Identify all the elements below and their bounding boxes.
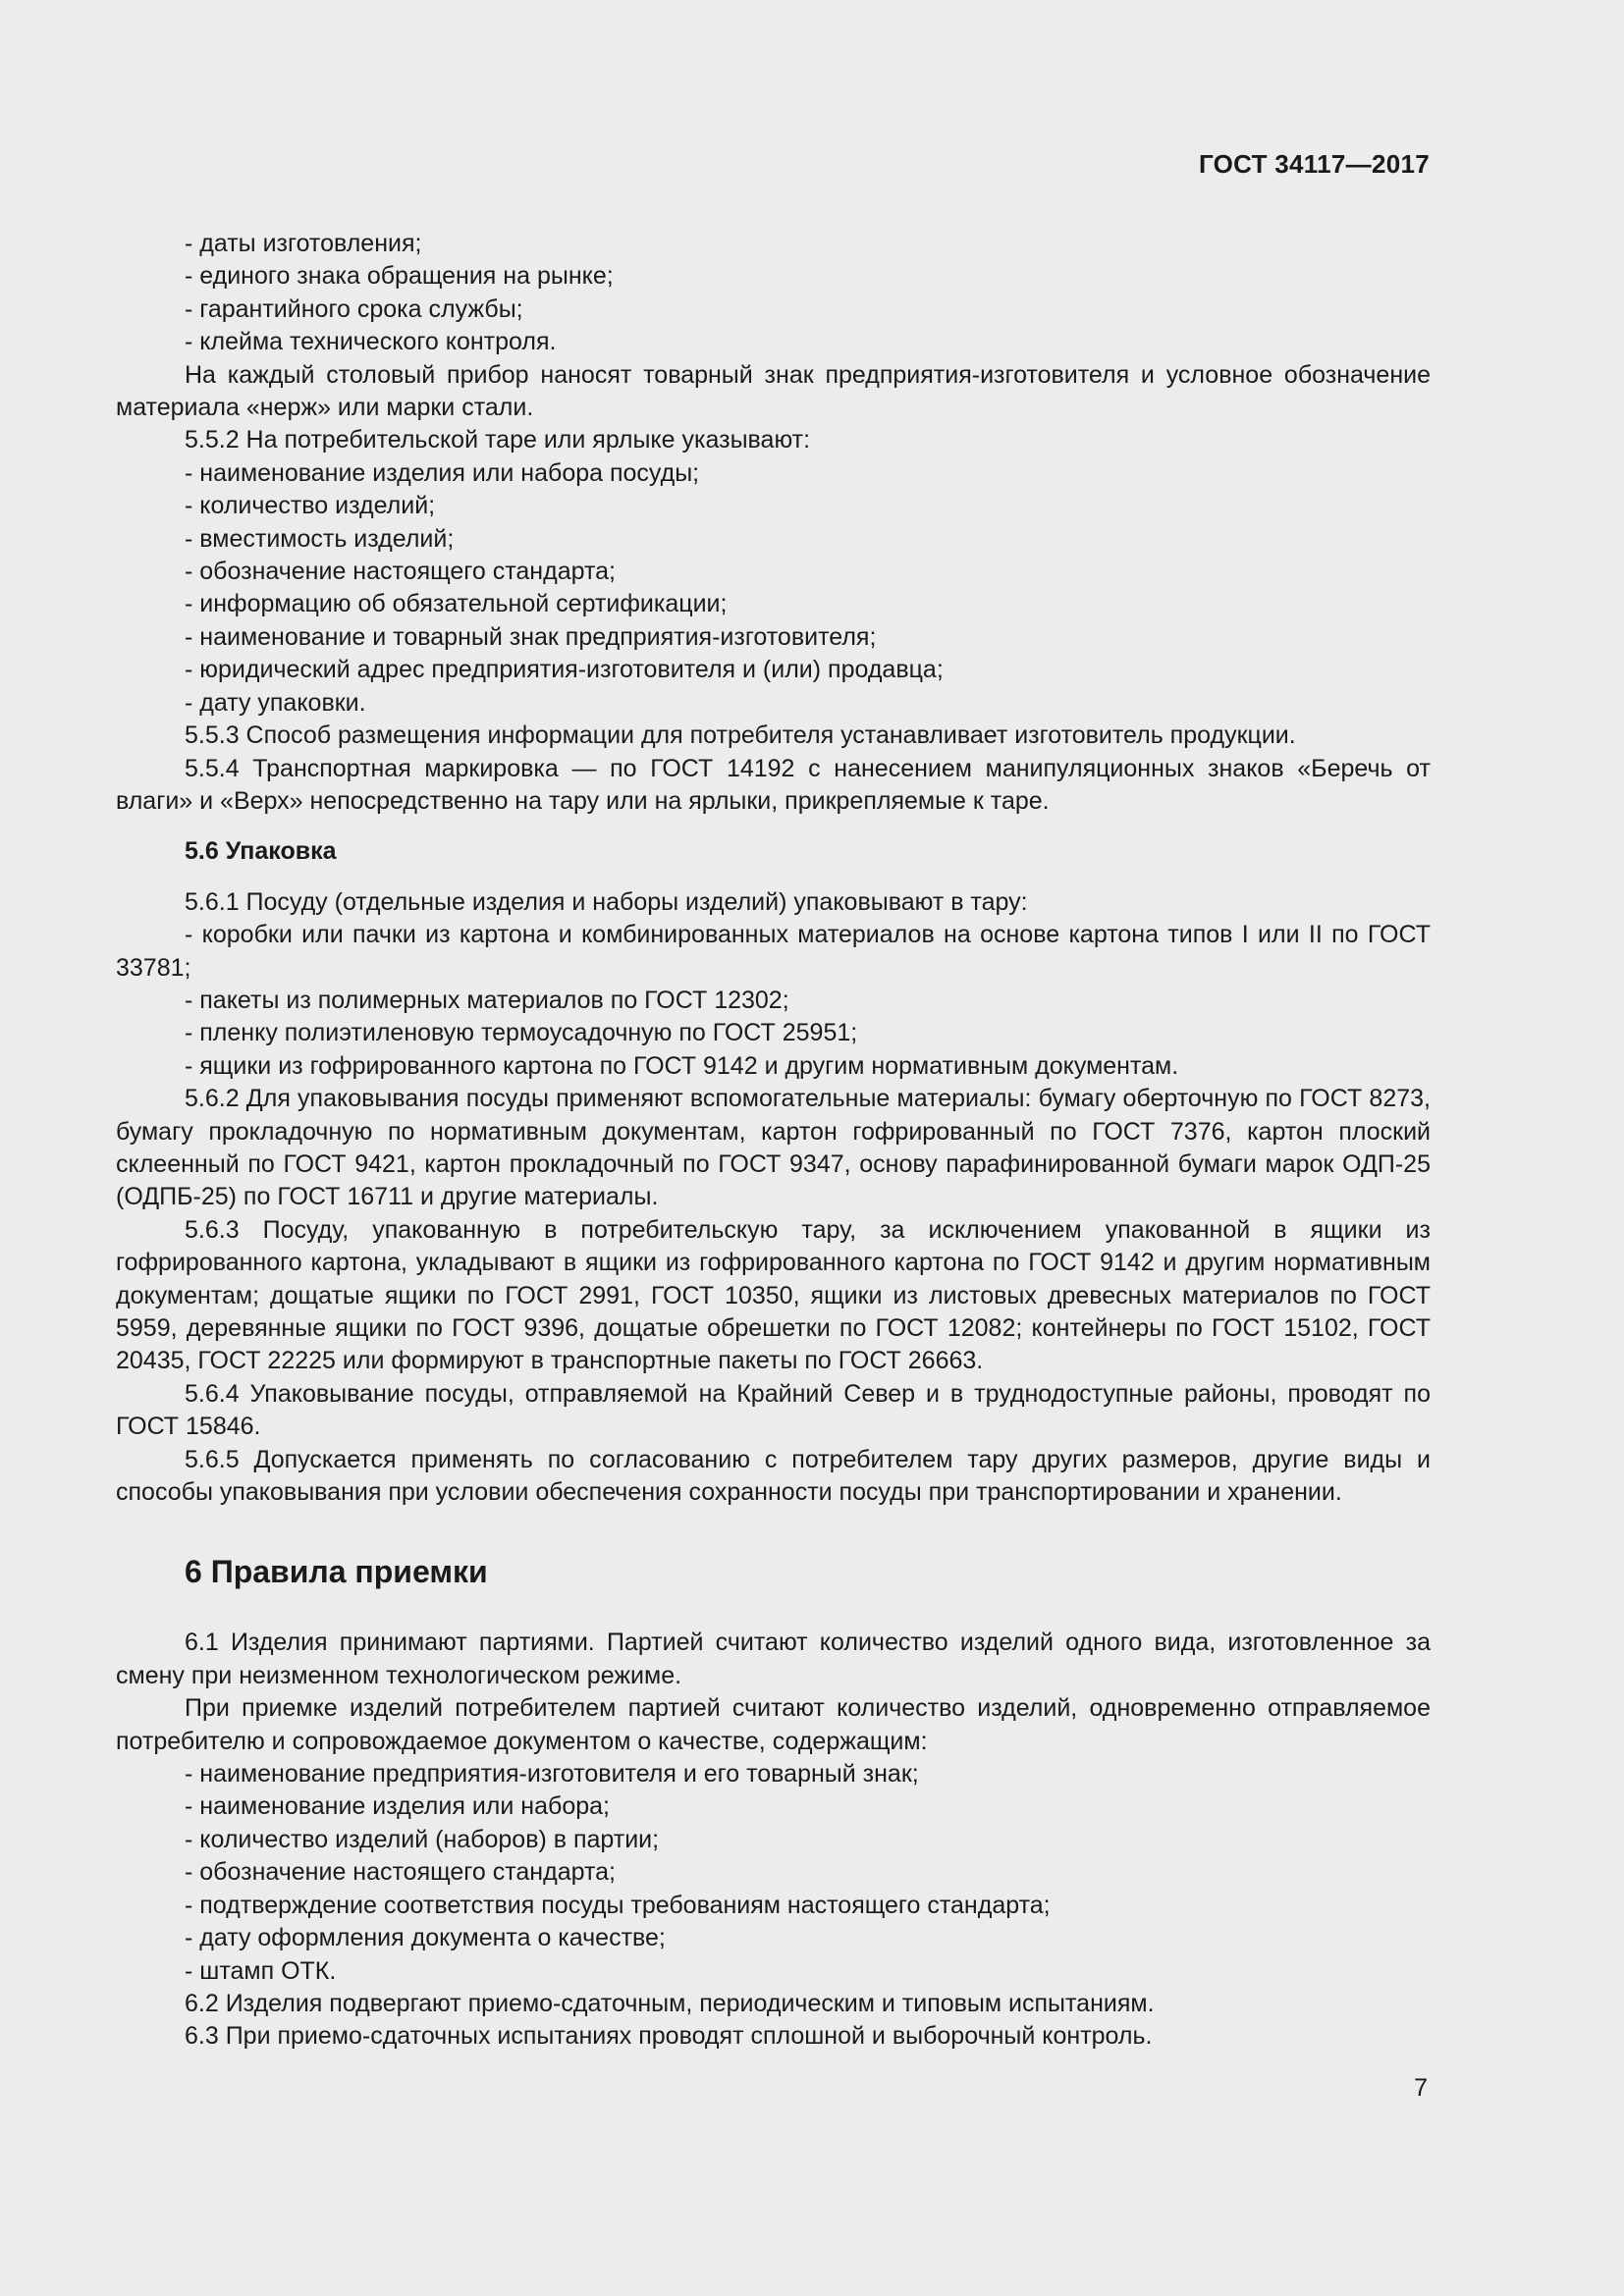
page-number: 7 [1414, 2074, 1428, 2102]
paragraph: - единого знака обращения на рынке; [185, 262, 614, 291]
paragraph: На каждый столовый прибор наносят товарный знак предприятия-изготовителя и условное обозначение материала «нерж» или марки стали. [116, 360, 1431, 422]
paragraph: 5.6.2 Для упаковывания посуды применяют вспомогательные материалы: бумагу оберточную по ГОСТ 8273, бумагу прокладочную по нормативным документам, картон гофрированный по ГОСТ 7376, картон плоский склеенный по ГОСТ 9421, картон прокладочный по ГОСТ 9347, основу парафинированной бумаги марок ОДП-25 (ОДПБ-25) по ГОСТ 16711 и другие материалы. [116, 1085, 1431, 1211]
paragraph: - наименование изделия или набора; [185, 1792, 610, 1821]
document-header: ГОСТ 34117—2017 [1198, 149, 1430, 179]
paragraph: - наименование предприятия-изготовителя и его товарный знак; [185, 1760, 919, 1789]
paragraph: - дату оформления документа о качестве; [185, 1924, 666, 1952]
acceptance-section-block [116, 1627, 1431, 2053]
paragraph: 5.6.5 Допускается применять по согласованию с потребителем тару других размеров, другие виды и способы упаковывания при условии обеспечения сохранности посуды при транспортировании и хранении. [116, 1445, 1431, 1507]
paragraph: - количество изделий; [185, 492, 436, 520]
paragraph: - наименование и товарный знак предприятия-изготовителя; [185, 622, 877, 651]
paragraph: - подтверждение соответствия посуды требованиям настоящего стандарта; [185, 1891, 1051, 1919]
paragraph: - пакеты из полимерных материалов по ГОСТ 12302; [185, 986, 789, 1014]
section-heading-acceptance: 6 Правила приемки [185, 1554, 488, 1590]
paragraph: - информацию об обязательной сертификации; [185, 590, 728, 618]
paragraph: - юридический адрес предприятия-изготовителя и (или) продавца; [185, 656, 944, 684]
paragraph: - обозначение настоящего стандарта; [185, 1858, 616, 1887]
paragraph: - количество изделий (наборов) в партии; [185, 1825, 660, 1853]
paragraph: 6.3 При приемо-сдаточных испытаниях проводят сплошной и выборочный контроль. [185, 2022, 1153, 2051]
paragraph: - дату упаковки. [185, 688, 366, 717]
paragraph: 5.5.3 Способ размещения информации для потребителя устанавливает изготовитель продукции. [185, 721, 1296, 750]
page-body [116, 228, 1431, 2054]
paragraph: 5.6.4 Упаковывание посуды, отправляемой на Крайний Север и в труднодоступные районы, проводят по ГОСТ 15846. [116, 1379, 1431, 1441]
paragraph: 5.6.1 Посуду (отдельные изделия и наборы изделий) упаковывают в тару: [185, 887, 1028, 916]
marking-section-block [116, 228, 1431, 818]
paragraph: - обозначение настоящего стандарта; [185, 558, 616, 586]
paragraph: 6.2 Изделия подвергают приемо-сдаточным, периодическим и типовым испытаниям. [185, 1989, 1155, 2017]
paragraph: 6.1 Изделия принимают партиями. Партией считают количество изделий одного вида, изготовленное за смену при неизменном технологическом режиме. [116, 1629, 1431, 1689]
packaging-section-block [116, 886, 1431, 1510]
paragraph: - штамп ОТК. [185, 1956, 337, 1985]
paragraph: 5.5.4 Транспортная маркировка — по ГОСТ 14192 с нанесением манипуляционных знаков «Беречь от влаги» и «Верх» непосредственно на тару или на ярлыки, прикрепляемые к таре. [116, 754, 1431, 815]
paragraph: - гарантийного срока службы; [185, 294, 523, 323]
paragraph: При приемке изделий потребителем партией считают количество изделий, одновременно отправляемое потребителю и сопровождаемое документом о качестве, содержащим: [116, 1694, 1431, 1755]
paragraph: - ящики из гофрированного картона по ГОСТ 9142 и другим нормативным документам. [185, 1051, 1179, 1080]
paragraph: - коробки или пачки из картона и комбинированных материалов на основе картона типов I или II по ГОСТ 33781; [116, 921, 1431, 982]
paragraph: - пленку полиэтиленовую термоусадочную по ГОСТ 25951; [185, 1019, 858, 1047]
paragraph: - клейма технического контроля. [185, 328, 557, 356]
paragraph: 5.6.3 Посуду, упакованную в потребительскую тару, за исключением упакованной в ящики из гофрированного картона, укладывают в ящики из гофрированного картона по ГОСТ 9142 и другим нормативным документам; дощатые ящики по ГОСТ 2991, ГОСТ 10350, ящики из листовых древесных материалов по ГОСТ 5959, деревянные ящики по ГОСТ 9396, дощатые обрешетки по ГОСТ 12082; контейнеры по ГОСТ 15102, ГОСТ 20435, ГОСТ 22225 или формируют в транспортные пакеты по ГОСТ 26663. [116, 1215, 1431, 1375]
paragraph: 5.5.2 На потребительской таре или ярлыке указывают: [185, 426, 811, 454]
paragraph: - наименование изделия или набора посуды; [185, 458, 700, 487]
section-heading-packaging: 5.6 Упаковка [185, 837, 337, 866]
paragraph: - даты изготовления; [185, 230, 422, 257]
paragraph: - вместимость изделий; [185, 524, 455, 553]
